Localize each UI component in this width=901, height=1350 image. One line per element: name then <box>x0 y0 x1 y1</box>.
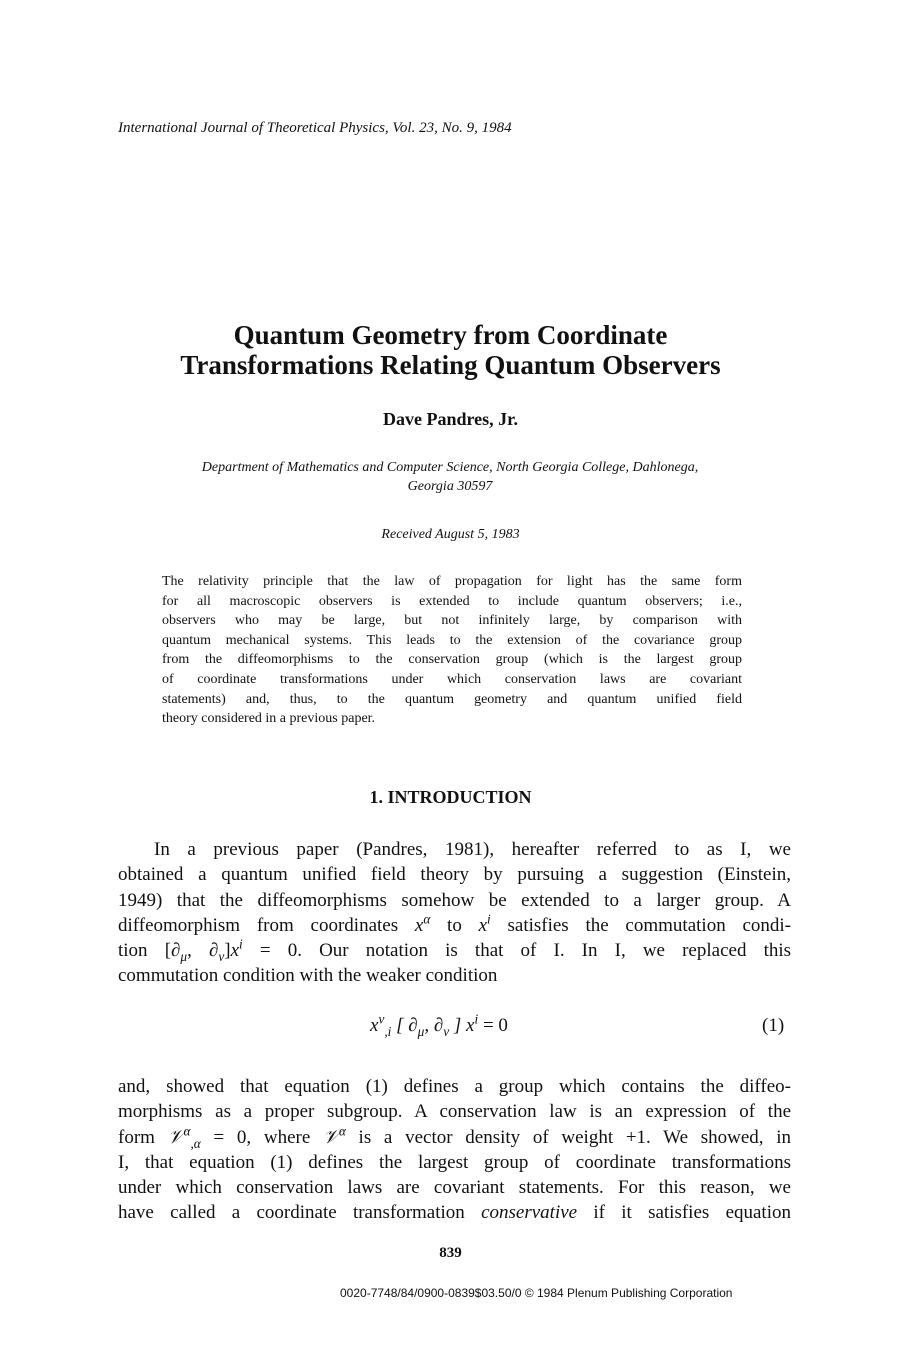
paragraph-line: diffeomorphism from coordinates $x^\alpha$ to $x^i$ satisfies the commutation condi- <box>118 911 791 936</box>
paper-title <box>0 320 901 380</box>
copyright-footer: 0020-7748/84/0900-0839$03.50/0 © 1984 Plenum Publishing Corporation <box>340 1286 733 1300</box>
equation-number: (1) <box>762 1015 785 1036</box>
paragraph-line: obtained a quantum unified field theory by pursuing a suggestion (Einstein, <box>118 864 791 886</box>
paragraph-line: under which conservation laws are covariant statements. For this reason, we <box>118 1177 791 1199</box>
journal-citation: International Journal of Theoretical Physics, Vol. 23, No. 9, 1984 <box>118 120 512 136</box>
section-heading: 1. INTRODUCTION <box>369 787 532 807</box>
abstract-line: from the diffeomorphisms to the conservation group (which is the largest group <box>162 652 742 668</box>
abstract-line: quantum mechanical systems. This leads to the extension of the covariance group <box>162 632 742 648</box>
paragraph-line: tion [$\partial_\mu$, $\partial_\nu]x^i = 0$. Our notation is that of I. In I, we replaced this <box>118 936 792 964</box>
equation-expression: $x^\nu_{,i}$ [ $\partial_\mu$, $\partial_\nu$ ] $x^i = 0$ <box>370 1011 508 1039</box>
abstract-line: of coordinate transformations under which conservation laws are covariant <box>162 671 742 687</box>
math-x-alpha: $x^\alpha$ <box>414 911 431 936</box>
title-line-2: Transformations Relating Quantum Observers <box>180 350 721 380</box>
abstract-line: The relativity principle that the law of propagation for light has the same form <box>162 574 742 589</box>
math-vector-density: 𝒱$^\alpha$ <box>323 1123 346 1148</box>
paragraph-line: and, showed that equation (1) defines a group which contains the diffeo- <box>118 1076 791 1097</box>
affiliation-line-2: Georgia 30597 <box>407 479 493 494</box>
abstract <box>162 572 742 729</box>
affiliation-line-1: Department of Mathematics and Computer Science, North Georgia College, Dahlonega, <box>201 460 699 475</box>
paragraph-line: I, that equation (1) defines the largest group of coordinate transformations <box>118 1151 791 1173</box>
paragraph-introduction <box>118 837 791 989</box>
abstract-line: theory considered in a previous paper. <box>162 711 376 727</box>
author-affiliation <box>120 458 780 496</box>
math-commutator: [$\partial_\mu$, $\partial_\nu]x^i = 0$. <box>164 936 302 964</box>
paragraph-line: In a previous paper (Pandres, 1981), hereafter referred to as I, we <box>154 839 791 860</box>
paragraph-conservation <box>118 1074 791 1226</box>
paragraph-line: commutation condition with the weaker condition <box>118 965 498 987</box>
received-date: Received August 5, 1983 <box>381 527 520 542</box>
paragraph-line: have called a coordinate transformation conservative if it satisfies equation <box>118 1202 791 1224</box>
abstract-line: statements) and, thus, to the quantum geometry and quantum unified field <box>162 691 742 707</box>
abstract-line: observers who may be large, but not infinitely large, by comparison with <box>162 613 742 629</box>
title-line-1: Quantum Geometry from Coordinate <box>233 320 668 350</box>
page-number: 839 <box>439 1245 462 1261</box>
math-conservation-law: 𝒱$^\alpha_{,\alpha}$ = 0, <box>167 1123 252 1151</box>
paragraph-line: form 𝒱$^\alpha_{,\alpha}$ = 0, where 𝒱$^\alpha$ is a vector density of weight +1. We showed, in <box>118 1123 791 1151</box>
author-name: Dave Pandres, Jr. <box>383 409 518 429</box>
paragraph-line: 1949) that the diffeomorphisms somehow be extended to a larger group. A <box>118 889 791 911</box>
math-x-i: $x^i$ <box>478 911 491 936</box>
abstract-line: for all macroscopic observers is extended to include quantum observers; i.e., <box>162 593 742 609</box>
paragraph-line: morphisms as a proper subgroup. A conservation law is an expression of the <box>118 1101 791 1123</box>
